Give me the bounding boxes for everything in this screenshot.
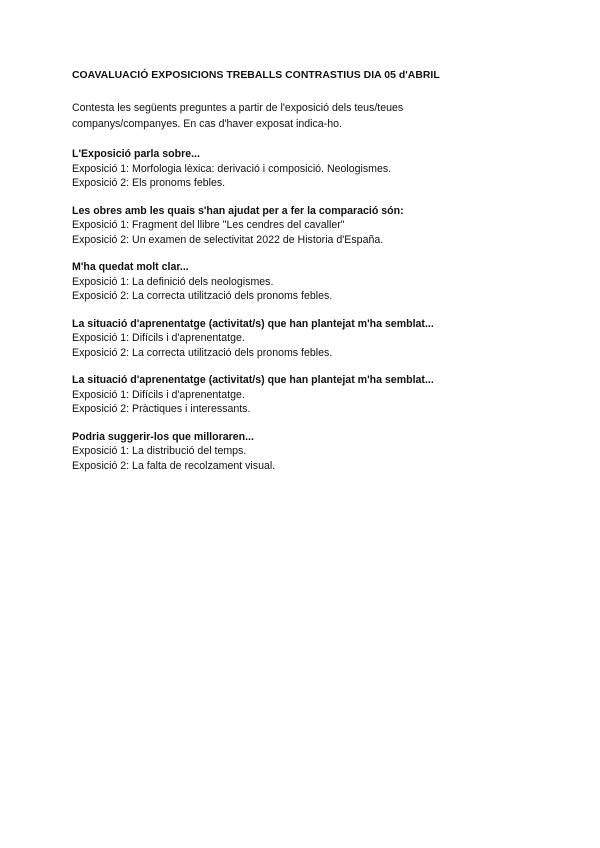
section-learning-situation	[72, 317, 552, 361]
section-heading: L'Exposició parla sobre...	[72, 148, 200, 160]
answer-exposicio-2: Exposició 2: Pràctiques i interessants.	[72, 403, 251, 415]
section-sources	[72, 204, 552, 248]
document-title: COAVALUACIÓ EXPOSICIONS TREBALLS CONTRASTIUS DIA 05 d'ABRIL	[72, 70, 440, 81]
section-learning-situation-2	[72, 373, 552, 417]
answer-exposicio-2: Exposició 2: La correcta utilització dels pronoms febles.	[72, 290, 333, 302]
section-heading: Les obres amb les quais s'han ajudat per a fer la comparació són:	[72, 204, 404, 217]
answer-exposicio-1: Exposició 1: Difícils i d'aprenentatge.	[72, 332, 245, 344]
section-heading: La situació d'aprenentatge (activitat/s) que han plantejat m'ha semblat...	[72, 374, 434, 386]
section-heading: La situació d'aprenentatge (activitat/s) que han plantejat m'ha semblat...	[72, 317, 434, 330]
section-heading: Podria suggerir-los que milloraren...	[72, 430, 254, 443]
answer-exposicio-1: Exposició 1: Difícils i d'aprenentatge.	[72, 388, 245, 401]
answer-exposicio-2: Exposició 2: Els pronoms febles.	[72, 177, 226, 189]
section-clear-points	[72, 260, 552, 304]
intro-line: companys/companyes. En cas d'haver exposat indica-ho.	[72, 118, 342, 130]
document-page	[72, 69, 552, 473]
answer-exposicio-2: Exposició 2: Un examen de selectivitat 2022 de Historia d'España.	[72, 233, 384, 246]
intro-line: Contesta les següents preguntes a partir de l'exposició dels teus/teues	[72, 102, 404, 114]
section-suggestions	[72, 430, 552, 474]
section-topic	[72, 147, 552, 191]
section-heading: M'ha quedat molt clar...	[72, 261, 189, 273]
intro-paragraph	[72, 100, 552, 132]
answer-exposicio-2: Exposició 2: La correcta utilització dels pronoms febles.	[72, 346, 333, 359]
answer-exposicio-1: Exposició 1: La definició dels neologismes.	[72, 275, 274, 288]
answer-exposicio-1: Exposició 1: Fragment del llibre "Les cendres del cavaller"	[72, 219, 345, 231]
answer-exposicio-2: Exposició 2: La falta de recolzament visual.	[72, 459, 276, 472]
answer-exposicio-1: Exposició 1: Morfologia lèxica: derivació i composició. Neologismes.	[72, 162, 392, 175]
answer-exposicio-1: Exposició 1: La distribució del temps.	[72, 445, 247, 457]
